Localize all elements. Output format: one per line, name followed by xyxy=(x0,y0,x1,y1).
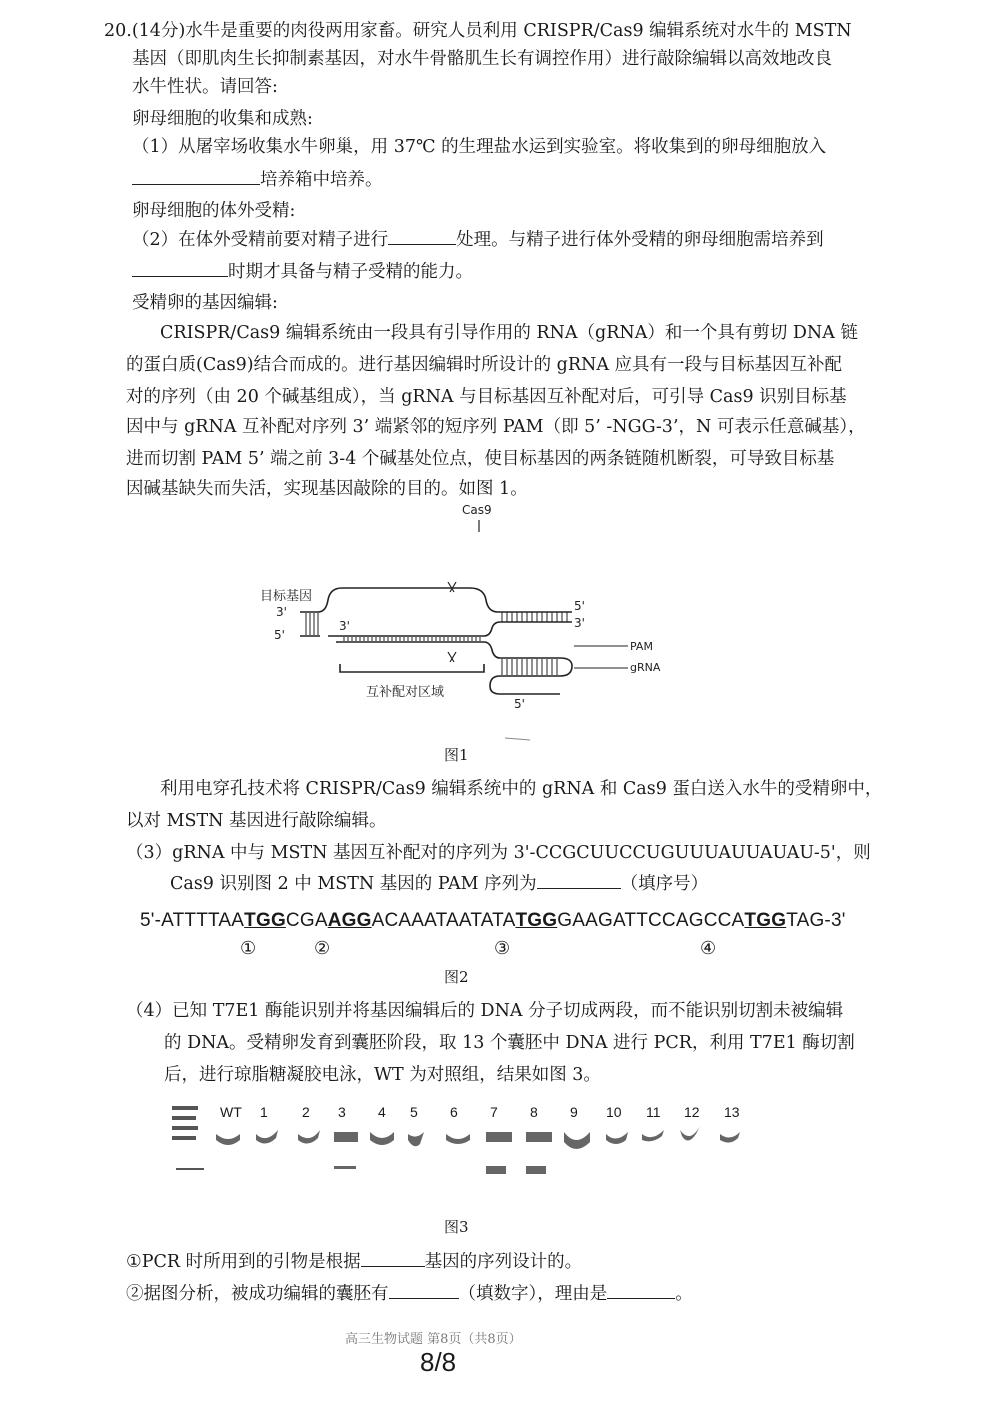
pam-candidate-3: TGG xyxy=(515,910,558,931)
sub2-text-c: 。 xyxy=(675,1284,693,1304)
gel-lane-label: 3 xyxy=(338,1104,346,1120)
pam-candidate-1: TGG xyxy=(244,910,286,931)
gel-lane-label: 11 xyxy=(646,1104,661,1120)
fig1-bottom-5prime: 5' xyxy=(514,697,525,711)
q2-text-a: （2）在体外受精前要对精子进行 xyxy=(132,230,389,250)
section-oocyte-collection: 卵母细胞的收集和成熟: xyxy=(132,109,313,129)
gel-lane-label: 12 xyxy=(684,1104,700,1120)
gel-lane-label: 1 xyxy=(260,1104,268,1120)
para-line-3: 对的序列（由 20 个碱基组成），当 gRNA 与目标基因互补配对后，可引导 Cas9 识别目标基 xyxy=(126,387,847,407)
pam-candidate-4: TGG xyxy=(744,910,787,931)
seq-part-3: ACAAATAATATA xyxy=(371,910,516,931)
question-intro-line1 xyxy=(104,20,852,42)
section-ivf: 卵母细胞的体外受精: xyxy=(132,201,296,221)
sub1-text-a: ①PCR 时所用到的引物是根据 xyxy=(126,1252,361,1272)
gel-lane-label: 6 xyxy=(450,1104,458,1120)
q3-text-b2: （填序号） xyxy=(620,874,709,894)
figure-3-gel xyxy=(0,1100,992,1180)
q2-answer-blank-1[interactable] xyxy=(388,228,456,245)
pam-marker-1: ① xyxy=(240,938,257,959)
pam-marker-2: ② xyxy=(314,938,331,959)
gel-lane-label: 4 xyxy=(378,1104,386,1120)
q1-text-b: 培养箱中培养。 xyxy=(260,170,383,190)
gel-lane-label: 7 xyxy=(490,1104,498,1120)
fig1-right-5prime: 5' xyxy=(574,599,585,613)
sub1-answer-blank[interactable] xyxy=(361,1250,425,1267)
q1-answer-blank[interactable] xyxy=(132,168,260,185)
sub2-answer-blank-2[interactable] xyxy=(607,1282,675,1299)
q4-text-c: 后，进行琼脂糖凝胶电泳，WT 为对照组，结果如图 3。 xyxy=(164,1065,601,1085)
q3-line-b xyxy=(170,872,708,895)
pam-marker-4: ④ xyxy=(700,938,717,959)
fig1-right-3prime: 3' xyxy=(574,616,585,630)
para-line-4: 因中与 gRNA 互补配对序列 3’ 端紧邻的短序列 PAM（即 5’ -NGG-3’，N 可表示任意碱基）， xyxy=(126,417,866,437)
fig1-left-3prime: 3' xyxy=(276,605,287,619)
figure-2-caption: 图2 xyxy=(444,968,469,986)
fig1-grna-label: gRNA xyxy=(630,661,661,674)
q2-text-a2: 处理。与精子进行体外受精的卵母细胞需培养到 xyxy=(456,230,824,250)
after-fig1-line-2: 以对 MSTN 基因进行敲除编辑。 xyxy=(126,811,387,831)
q2-line-b xyxy=(132,260,473,283)
gel-lane-label: 8 xyxy=(530,1104,538,1120)
para-line-6: 因碱基缺失而失活，实现基因敲除的目的。如图 1。 xyxy=(126,479,528,499)
q1-line-b xyxy=(132,168,383,191)
gel-lane-label: 2 xyxy=(302,1104,310,1120)
after-fig1-line-1: 利用电穿孔技术将 CRISPR/Cas9 编辑系统中的 gRNA 和 Cas9 蛋白送入水牛的受精卵中， xyxy=(160,779,883,799)
figure-3-caption: 图3 xyxy=(444,1218,469,1236)
para-line-1: CRISPR/Cas9 编辑系统由一段具有引导作用的 RNA（gRNA）和一个具有剪切 DNA 链 xyxy=(160,323,858,343)
fig1-region-label: 互补配对区域 xyxy=(366,685,445,700)
q4-text-a: （4）已知 T7E1 酶能识别并将基因编辑后的 DNA 分子切成两段，而不能识别切割未被编辑 xyxy=(126,1001,844,1021)
gel-lane-label: 13 xyxy=(724,1104,740,1120)
para-line-2: 的蛋白质(Cas9)结合而成的。进行基因编辑时所设计的 gRNA 应具有一段与目标基因互补配 xyxy=(126,355,843,375)
gel-lane-label: 9 xyxy=(570,1104,578,1120)
pam-marker-3: ③ xyxy=(494,938,511,959)
gel-lane-label: 5 xyxy=(410,1104,418,1120)
page-number: 8/8 xyxy=(420,1347,457,1377)
gel-ladder xyxy=(172,1106,204,1170)
fig1-target-gene-label: 目标基因 xyxy=(260,589,313,604)
seq-part-2: CGA xyxy=(285,910,328,931)
sub2-line xyxy=(126,1282,693,1305)
q1-text-a: （1）从屠宰场收集水牛卵巢，用 37℃ 的生理盐水运到实验室。将收集到的卵母细胞放入 xyxy=(132,137,827,157)
sub1-text-b: 基因的序列设计的。 xyxy=(424,1252,583,1272)
figure-2-sequence xyxy=(140,910,846,932)
figure-1-caption: 图1 xyxy=(444,746,469,764)
seq-part-4: GAAGATTCCAGCCA xyxy=(557,910,745,931)
page-footer-faint: 高三生物试题 第8页（共8页） xyxy=(345,1332,522,1347)
intro-text-3: 水牛性状。请回答: xyxy=(132,77,278,97)
gel-bands xyxy=(216,1126,740,1174)
fig1-mid-3prime: 3' xyxy=(339,619,350,633)
q2-text-b: 时期才具备与精子受精的能力。 xyxy=(228,262,473,282)
section-gene-editing: 受精卵的基因编辑: xyxy=(132,293,278,313)
intro-text-2: 基因（即肌肉生长抑制素基因，对水牛骨骼肌生长有调控作用）进行敲除编辑以高效地改良 xyxy=(132,49,832,69)
sub2-text-a: ②据图分析，被成功编辑的囊胚有 xyxy=(126,1284,389,1304)
sub2-answer-blank-1[interactable] xyxy=(389,1282,459,1299)
gel-lane-label: 10 xyxy=(606,1104,622,1120)
q3-text-b: Cas9 识别图 2 中 MSTN 基因的 PAM 序列为 xyxy=(170,874,537,894)
fig1-cas9-label: Cas9 xyxy=(462,503,492,517)
question-number: 20. xyxy=(104,21,132,41)
q3-text-a: （3）gRNA 中与 MSTN 基因互补配对的序列为 3'-CCGCUUCCUGUUUAUUAUAU-5'，则 xyxy=(126,843,871,863)
q3-answer-blank[interactable] xyxy=(537,872,621,889)
q2-answer-blank-2[interactable] xyxy=(132,260,228,277)
question-score: (14分) xyxy=(131,21,186,41)
gel-lane-label: WT xyxy=(220,1104,242,1120)
sub2-text-b: （填数字），理由是 xyxy=(458,1284,608,1304)
q4-text-b: 的 DNA。受精卵发育到囊胚阶段，取 13 个囊胚中 DNA 进行 PCR，利用 T7E1 酶切割 xyxy=(164,1033,855,1053)
fig1-pam-label: PAM xyxy=(630,640,653,653)
pam-candidate-2: AGG xyxy=(327,910,372,931)
fig1-left-5prime: 5' xyxy=(274,628,285,642)
para-line-5: 进而切割 PAM 5’ 端之前 3-4 个碱基处位点，使目标基因的两条链随机断裂，可导致目标基 xyxy=(126,449,835,469)
seq-part-1: 5'-ATTTTAA xyxy=(140,910,245,931)
q2-line-a xyxy=(132,228,824,251)
intro-text-1: 水牛是重要的肉役两用家畜。研究人员利用 CRISPR/Cas9 编辑系统对水牛的 MSTN xyxy=(185,21,852,41)
figure-1-diagram xyxy=(0,500,992,770)
sub1-line xyxy=(126,1250,582,1273)
seq-part-5: TAG-3' xyxy=(786,910,846,931)
